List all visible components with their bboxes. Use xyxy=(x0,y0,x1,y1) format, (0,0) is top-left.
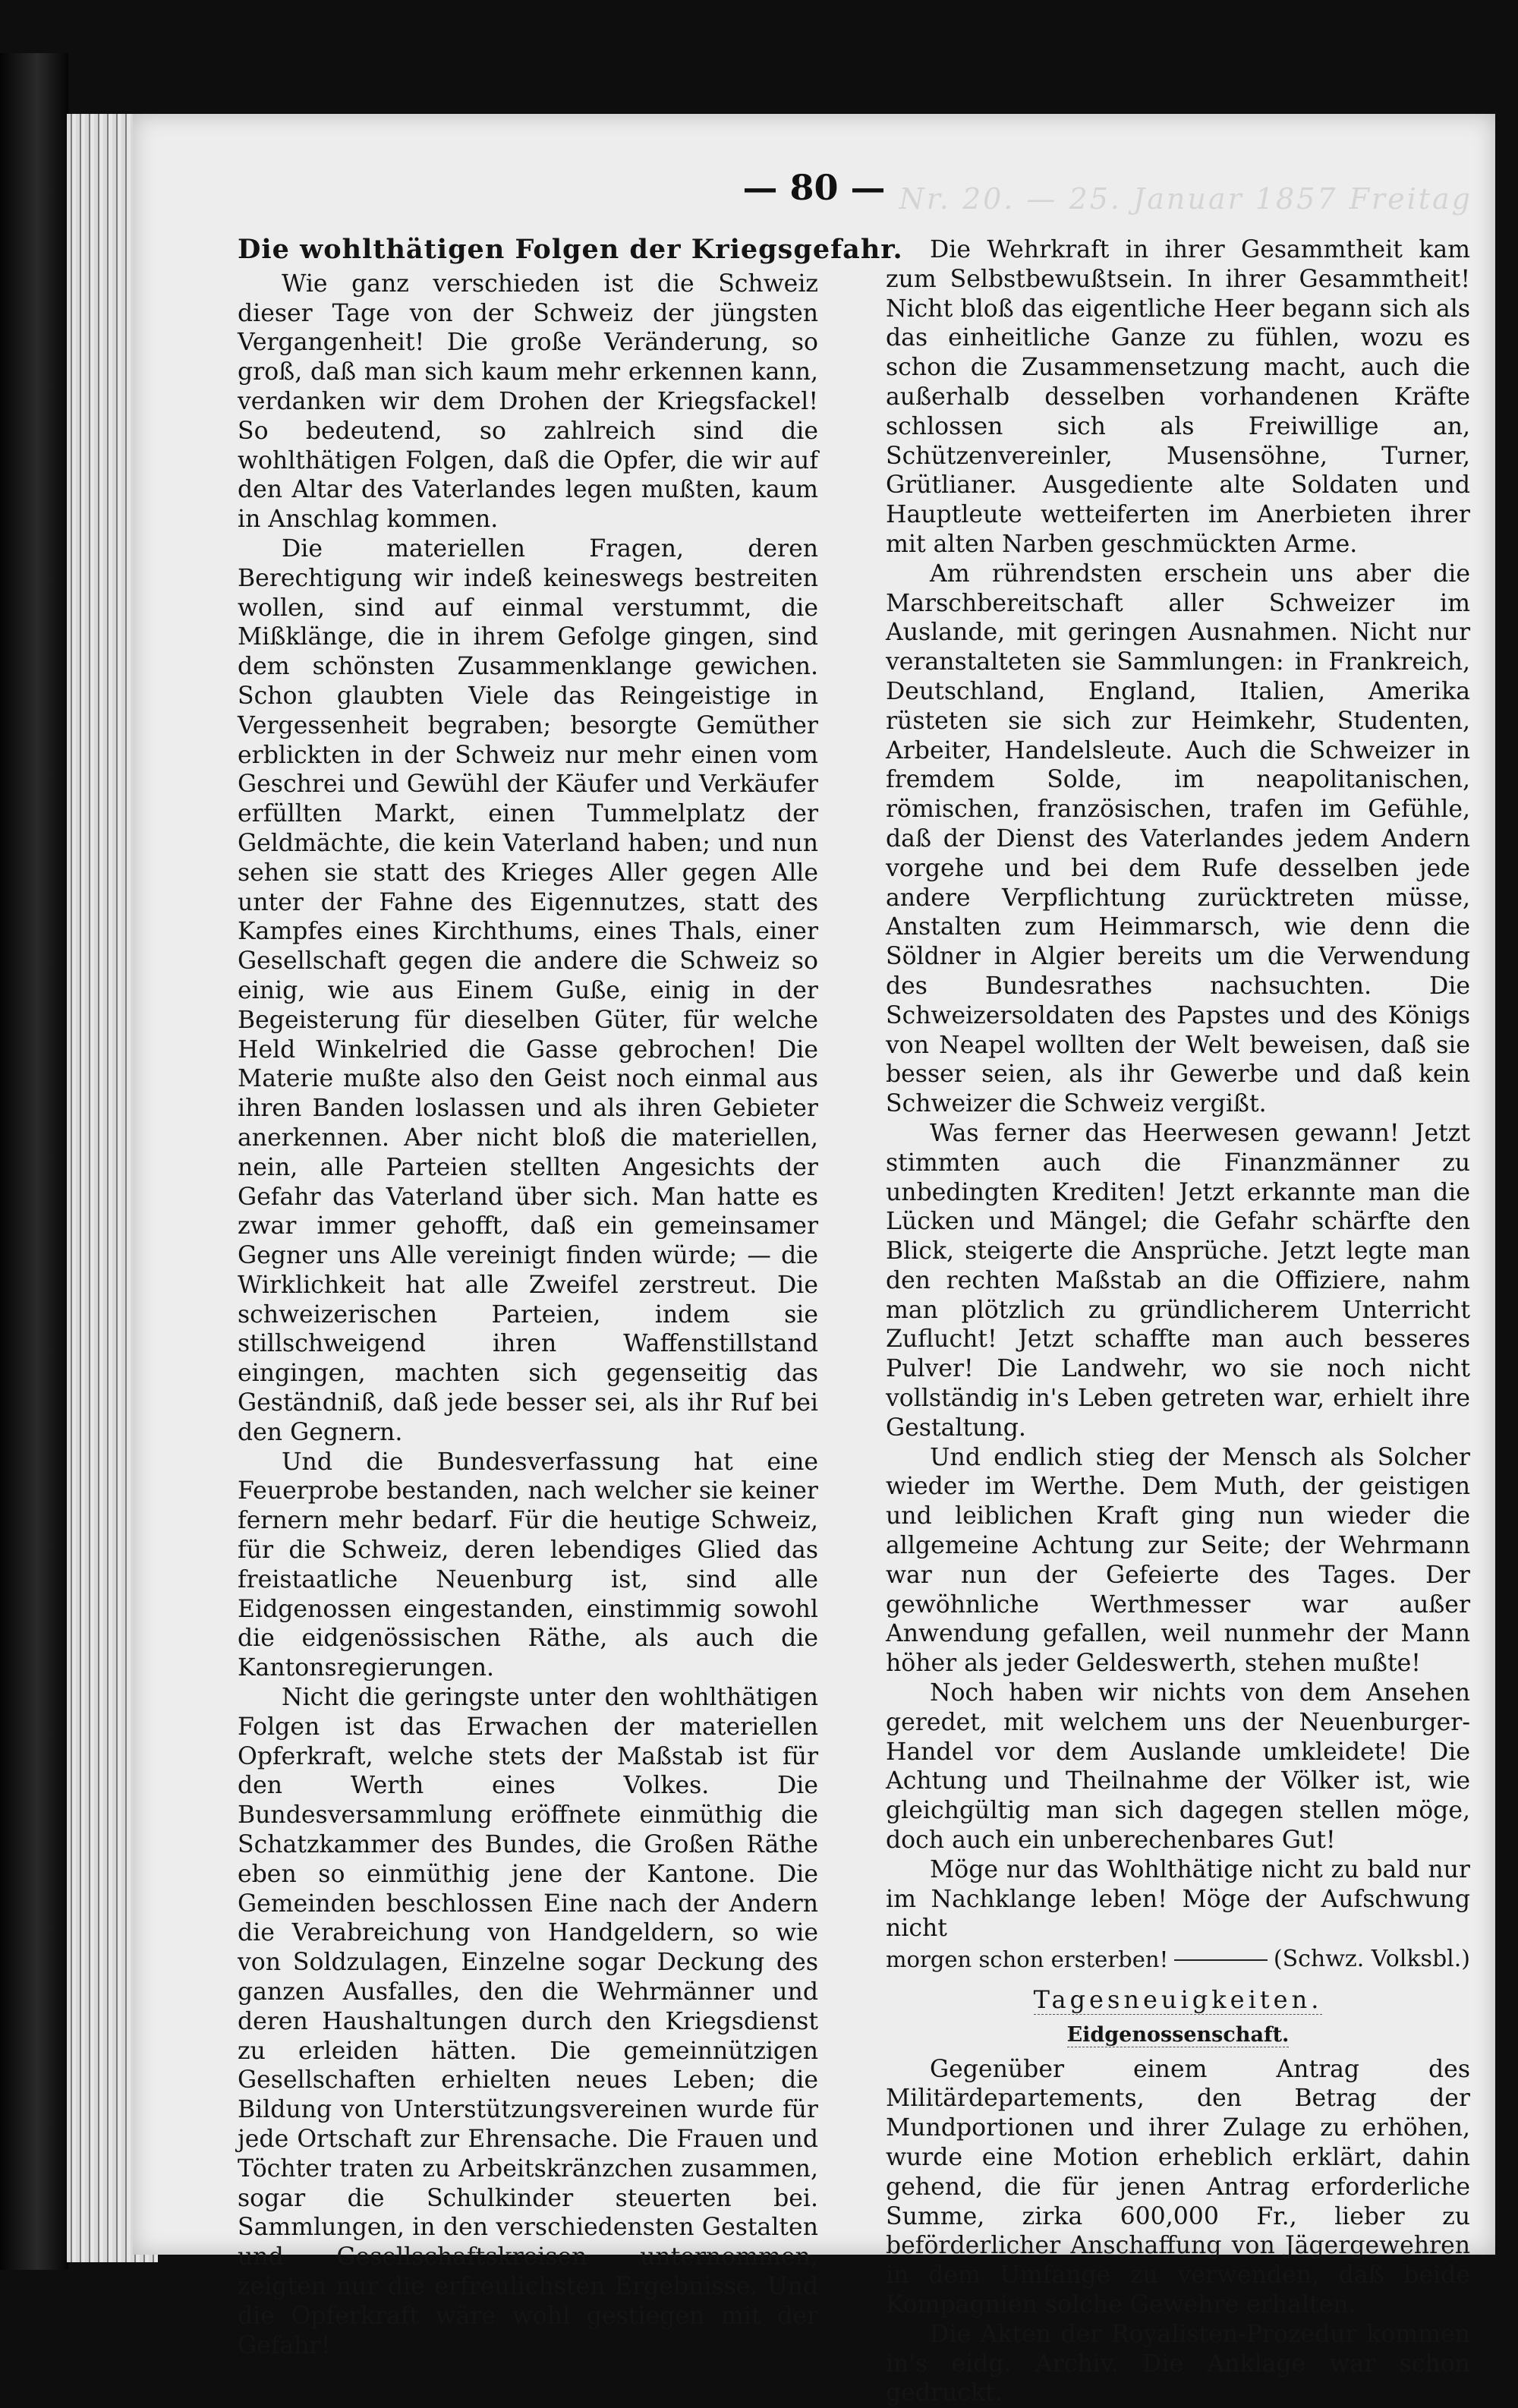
article-paragraph: Und die Bundesverfassung hat eine Feuerprobe bestanden, nach welcher sie keiner fernern mehr bedarf. Für die heutige Schweiz, für die Schweiz, deren lebendiges Glied das freistaatliche Neuenburg ist, sind alle Eidgenossen eingestanden, einstimmig sowohl die eidgenössischen Räthe, als auch die Kantonsregierungen. xyxy=(238,1448,818,1682)
article-paragraph: Und endlich stieg der Mensch als Solcher wieder im Werthe. Dem Muth, der geistigen und leiblichen Kraft ging nun wieder die allgemeine Achtung zur Seite; der Wehrmann war nun der Gefeierte des Tages. Der gewöhnliche Werthmesser war außer Anwendung gefallen, weil nunmehr der Mann höher als jeder Geldeswerth, stehen mußte! xyxy=(886,1443,1470,1678)
article-paragraph: Möge nur das Wohlthätige nicht zu bald nur im Nachklange leben! Möge der Aufschwung nicht xyxy=(886,1855,1470,1943)
right-column xyxy=(886,235,1470,2408)
book-edge-shadow xyxy=(0,53,68,2270)
article-paragraph: Was ferner das Heerwesen gewann! Jetzt stimmten auch die Finanzmänner zu unbedingten Krediten! Jetzt erkannte man die Lücken und Mängel; die Gefahr schärfte den Blick, steigerte die Ansprüche. Jetzt legte man den rechten Maßstab an die Offiziere, nahm man plötzlich zu gründlicherem Unterricht Zuflucht! Jetzt schaffte man auch besseres Pulver! Die Landwehr, wo sie noch nicht vollständig in's Leben getreten war, erhielt ihre Gestaltung. xyxy=(886,1119,1470,1442)
news-subsection-heading xyxy=(886,2021,1470,2050)
article-closing-line xyxy=(886,1945,1470,1975)
newspaper-page xyxy=(133,114,1495,2407)
article-title: Die wohlthätigen Folgen der Kriegsgefahr. xyxy=(238,234,903,265)
article-paragraph: Wie ganz verschieden ist die Schweiz dieser Tage von der Schweiz der jüngsten Vergangenheit! Die große Veränderung, so groß, daß man sich kaum mehr erkennen kann, verdanken wir dem Drohen der Kriegsfackel! So bedeutend, so zahlreich sind die wohlthätigen Folgen, daß die Opfer, die wir auf den Altar des Vaterlandes legen mußten, kaum in Anschlag kommen. xyxy=(238,269,818,534)
article-source: (Schwz. Volksbl.) xyxy=(1273,1946,1470,1973)
news-paragraph: Die Akten der Royalisten-Prozedur kommen in's eidg. Archiv. Die Anklage war schon gedruckt. xyxy=(886,2320,1470,2407)
news-subheading-text: Eidgenossenschaft. xyxy=(1066,2022,1290,2047)
closing-rule xyxy=(1174,1959,1268,1961)
bleed-through-header: Nr. 20. — 25. Januar 1857 Freitag xyxy=(899,182,1472,216)
left-column xyxy=(238,234,903,2360)
article-paragraph: Die Wehrkraft in ihrer Gesammtheit kam zum Selbstbewußtsein. In ihrer Gesammtheit! Nicht bloß das eigentliche Heer begann sich als das einheitliche Ganze zu fühlen, wozu es schon die Zusammensetzung macht, auch die außerhalb desselben vorhandenen Kräfte schlossen sich als Freiwillige an, Schützenvereinler, Musensöhne, Turner, Grütlianer. Ausgediente alte Soldaten und Hauptleute wetteiferten im Anerbieten ihrer mit alten Narben geschmückten Arme. xyxy=(886,236,1470,558)
news-paragraph: Gegenüber einem Antrag des Militärdepartements, den Betrag der Mundportionen und ihrer Zulage zu erhöhen, wurde eine Motion erheblich erklärt, dahin gehend, die für jenen Antrag erforderliche Summe, zirka 600,000 Fr., lieber zu beförderlicher Anschaffung von Jägergewehren in dem Umfange zu verwenden, daß beide Kompagnien solche Gewehre erhalten. xyxy=(886,2055,1470,2318)
news-heading-text: Tagesneuigkeiten. xyxy=(1033,1985,1323,2015)
article-paragraph: Noch haben wir nichts von dem Ansehen geredet, mit welchem uns der Neuenburger-Handel vor dem Auslande umkleidete! Die Achtung und Theilnahme der Völker ist, wie gleichgültig man sich dagegen stellen möge, doch auch ein unberechenbares Gut! xyxy=(886,1679,1470,1855)
article-paragraph: Die materiellen Fragen, deren Berechtigung wir indeß keineswegs bestreiten wollen, sind auf einmal verstummt, die Mißklänge, die in ihrem Gefolge gingen, sind dem schönsten Zusammenklange gewichen. Schon glaubten Viele das Reingeistige in Vergessenheit begraben; besorgte Gemüther erblickten in der Schweiz nur mehr einen vom Geschrei und Gewühl der Käufer und Verkäufer erfüllten Markt, einen Tummelplatz der Geldmächte, die kein Vaterland haben; und nun sehen sie statt des Krieges Aller gegen Alle unter der Fahne des Eigennutzes, statt des Kampfes eines Kirchthums, eines Thals, einer Gesellschaft gegen die andere die Schweiz so einig, wie aus Einem Guße, einig in der Begeisterung für dieselben Güter, für welche Held Winkelried die Gasse gebrochen! Die Materie mußte also den Geist noch einmal aus ihren Banden loslassen und als ihren Gebieter anerkennen. Aber nicht bloß die materiellen, nein, alle Parteien stellten Angesichts der Gefahr das Vaterland über sich. Man hatte es zwar immer gehofft, daß ein gemeinsamer Gegner uns Alle vereinigt finden würde; — die Wirklichkeit hat alle Zweifel zerstreut. Die schweizerischen Parteien, indem sie stillschweigend ihren Waffenstillstand eingingen, machten sich gegenseitig das Geständniß, daß jede besser sei, als ihr Ruf bei den Gegnern. xyxy=(238,534,818,1446)
article-paragraph: Am rührendsten erschein uns aber die Marschbereitschaft aller Schweizer im Auslande, mit geringen Ausnahmen. Nicht nur veranstalteten sie Sammlungen: in Frankreich, Deutschland, England, Italien, Amerika rüsteten sie sich zur Heimkehr, Studenten, Arbeiter, Handelsleute. Auch die Schweizer in fremdem Solde, im neapolitanischen, römischen, französischen, trafen im Gefühle, daß der Dienst des Vaterlandes jedem Andern vorgehe und bei dem Rufe desselben jede andere Verpflichtung zurücktreten müsse, Anstalten zum Heimmarsch, wie denn die Söldner in Algier bereits um die Verwendung des Bundesrathes nachsuchten. Die Schweizersoldaten des Papstes und des Königs von Neapel wollten der Welt beweisen, daß sie besser seien, als ihr Gewerbe und daß kein Schweizer die Schweiz vergißt. xyxy=(886,559,1470,1118)
article-paragraph: Nicht die geringste unter den wohlthätigen Folgen ist das Erwachen der materiellen Opferkraft, welche stets der Maßstab ist für den Werth eines Volkes. Die Bundesversammlung eröffnete einmüthig die Schatzkammer des Bundes, die Großen Räthe eben so einmüthig jene der Kantone. Die Gemeinden beschlossen Eine nach der Andern die Verabreichung von Handgeldern, so wie von Soldzulagen, Einzelne sogar Deckung des ganzen Ausfalles, den die Wehrmänner und deren Haushaltungen durch den Kriegsdienst zu erleiden hätten. Die gemeinnützigen Gesellschaften erhielten neues Leben; die Bildung von Unterstützungsvereinen wurde für jede Ortschaft zur Ehrensache. Die Frauen und Töchter traten zu Arbeitskränzchen zusammen, sogar die Schulkinder steuerten bei. Sammlungen, in den verschiedensten Gestalten und Gesellschaftskreisen unternommen, zeigten nur die erfreulichsten Ergebnisse. Und die Opferkraft wäre wohl gestiegen mit der Gefahr! xyxy=(238,1684,818,2359)
page-number: — 80 — xyxy=(742,167,886,208)
news-section-heading xyxy=(886,1985,1470,2015)
closing-text: morgen schon ersterben! xyxy=(886,1946,1169,1973)
